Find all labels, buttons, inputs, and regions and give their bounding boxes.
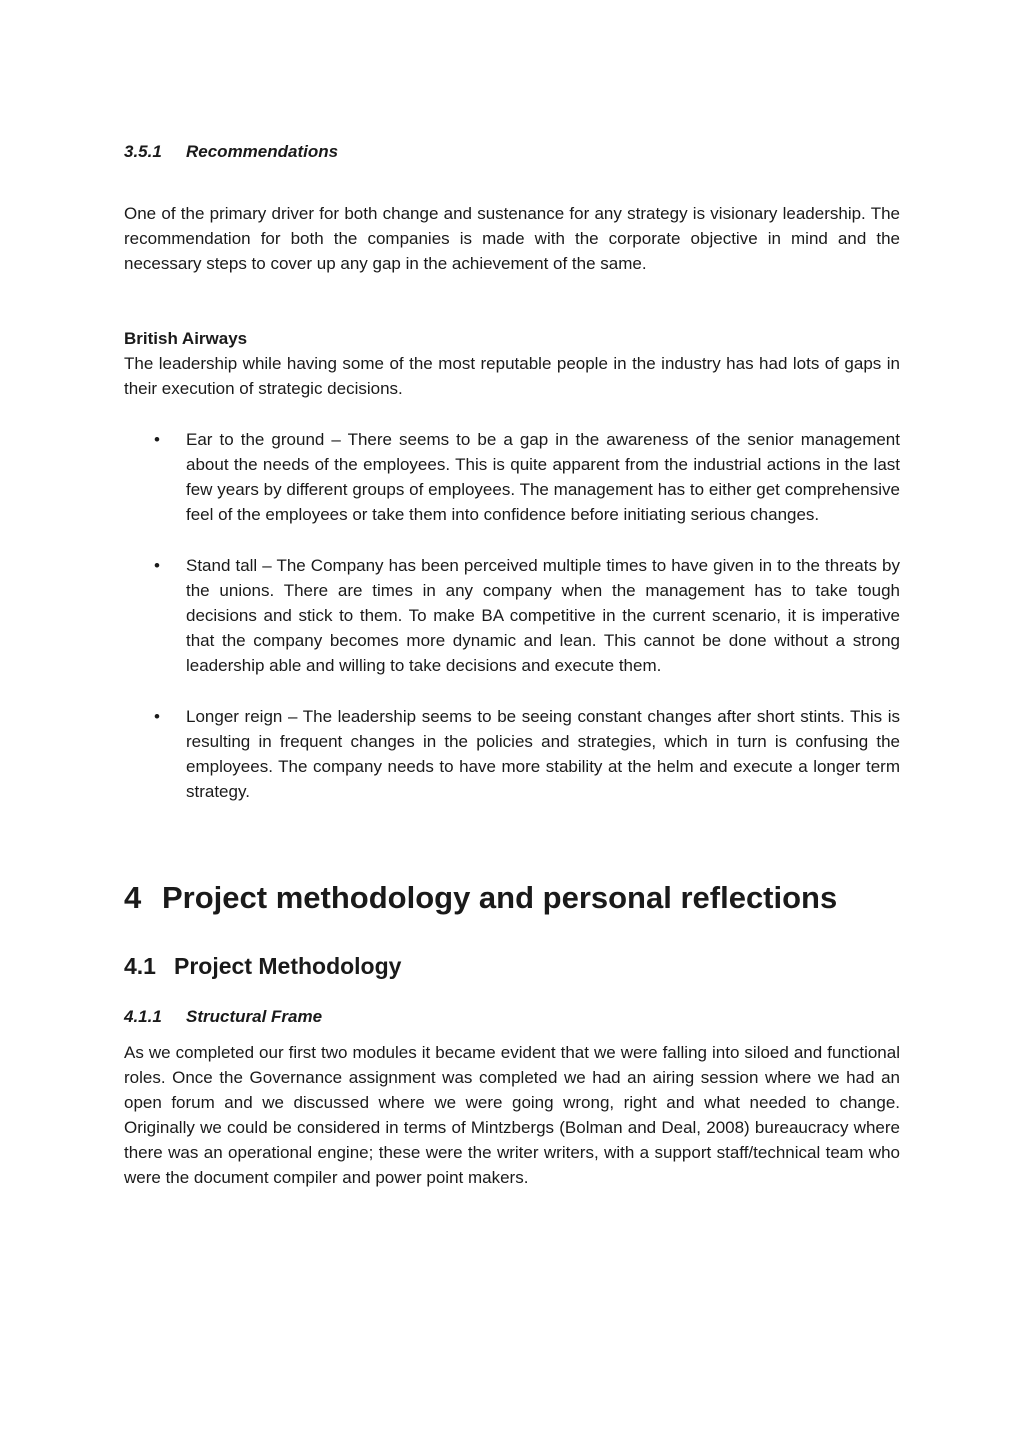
list-item-text: Stand tall – The Company has been perceived multiple times to have given in to the threats by the unions. There are times in any company when the management has to take tough decisions and stick to them. To make BA competitive in the current scenario, it is imperative that the company becomes more dynamic and lean. This cannot be done without a strong leadership able and willing to take decisions and execute them. [186, 556, 900, 675]
structural-frame-paragraph: As we completed our first two modules it became evident that we were falling into siloed and functional roles. Once the Governance assignment was completed we had an airing session where we had an open forum and we discussed where we were going wrong, right and what needed to change. Originally we could be considered in terms of Mintzbergs (Bolman and Deal, 2008) bureaucracy where there was an operational engine; these were the writer writers, with a support staff/technical team who were the document compiler and power point makers. [124, 1043, 900, 1187]
bullet-icon: • [154, 707, 160, 726]
section-title: Recommendations [186, 142, 339, 161]
heading-4-1 [124, 953, 401, 980]
list-item [124, 553, 900, 678]
section-number: 4 [124, 880, 142, 915]
section-number: 4.1 [124, 953, 156, 979]
bullet-icon: • [154, 430, 160, 449]
section-title: Structural Frame [186, 1007, 323, 1026]
british-airways-paragraph: The leadership while having some of the most reputable people in the industry has had lots of gaps in their execution of strategic decisions. [124, 354, 900, 398]
intro-paragraph: One of the primary driver for both change and sustenance for any strategy is visionary leadership. The recommendation for both the companies is made with the corporate objective in mind and the necessary steps to cover up any gap in the achievement of the same. [124, 204, 900, 273]
heading-4-1-1 [124, 1007, 322, 1027]
list-item-text: Ear to the ground – There seems to be a gap in the awareness of the senior management about the needs of the employees. This is quite apparent from the industrial actions in the last few years by different groups of employees. The management has to either get comprehensive feel of the employees or take them into confidence before initiating serious changes. [186, 430, 900, 524]
heading-4 [124, 880, 837, 916]
british-airways-heading: British Airways [124, 329, 248, 348]
list-item-text: Longer reign – The leadership seems to be seeing constant changes after short stints. This is resulting in frequent changes in the policies and strategies, which in turn is confusing the employees. The company needs to have more stability at the helm and execute a longer term strategy. [186, 707, 900, 801]
list-item [124, 704, 900, 804]
section-number: 3.5.1 [124, 142, 162, 161]
section-title: Project methodology and personal reflections [162, 880, 838, 915]
recommendation-list [124, 427, 900, 830]
bullet-icon: • [154, 556, 160, 575]
section-number: 4.1.1 [124, 1007, 162, 1026]
heading-3-5-1 [124, 142, 338, 162]
list-item [124, 427, 900, 527]
section-title: Project Methodology [174, 953, 402, 979]
